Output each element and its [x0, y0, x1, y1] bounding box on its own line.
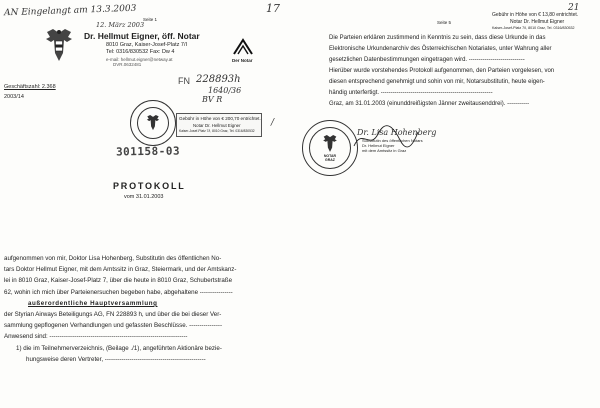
fn-number-handwritten: 228893h: [196, 74, 241, 85]
handwritten-date: 12. März 2003: [96, 21, 145, 29]
right-line-1: Die Parteien erklären zustimmend in Kenntnis zu sein, dass diese Urkunde in das: [329, 35, 546, 41]
coat-of-arms-icon: [44, 27, 74, 65]
handwritten-margin-mark-left: /: [271, 118, 275, 128]
right-line-7: Graz, am 31.01.2003 (einunddreißigsten Jänner zweitausenddrei). -----------: [329, 101, 530, 107]
body-line-5: der Styrian Airways Beteiligungs AG, FN 228893 h, und über die bei dieser Ver-: [4, 311, 222, 319]
handwritten-page-number: 17: [266, 2, 280, 15]
notary-seal-left-inner: [137, 107, 169, 139]
signature: Dr. Lisa Hohenberg: [357, 128, 437, 137]
fn-prefix: FN: [178, 76, 190, 86]
notary-seal-right-inner: [309, 127, 351, 169]
seal-text: NOTAR: [323, 154, 337, 158]
section-heading: außerordentliche Hauptversammlung: [28, 299, 158, 307]
notary-dvr: DVR.0632481: [113, 62, 142, 67]
fee-stamp-left-line3: Kaiser-Josef-Platz 7/I, 8010 Graz, Tel. 0316/830532: [179, 129, 255, 133]
body-line-1: aufgenommen von mir, Doktor Lisa Hohenberg, Substitutin des öffentlichen No-: [4, 255, 222, 262]
handwritten-top-right-mark: 21: [568, 3, 580, 13]
fn-sub-handwritten-2: BV R: [202, 95, 223, 104]
signature-stamp-line1: Substitutin des öffentlichen Notars: [362, 138, 423, 143]
fn-sub-handwritten-1: 1640/36: [208, 86, 242, 95]
fee-stamp-left: [176, 113, 262, 137]
seal-text-2: GRAZ: [325, 158, 335, 162]
fee-stamp-right-line1: Gebühr in Höhe von € 13,80 entrichtet.: [492, 12, 579, 18]
notary-email: e-mail: hellmut.eigner@netway.at: [106, 57, 173, 62]
signature-scribble: [350, 124, 420, 154]
body-line-2: tars Doktor Hellmut Eigner, mit dem Amtssitz in Graz, Steiermark, und der Amtskanz-: [4, 266, 237, 274]
notary-phone: Tel: 0316/830532 Fax: Dw 4: [106, 49, 175, 55]
notar-logo-icon: [232, 38, 254, 56]
page-label-right: Seite 5: [437, 20, 452, 25]
fee-stamp-right-line3: Kaiser-Josef-Platz 7/I, 8010 Graz, Tel. 0316/830532: [492, 26, 575, 30]
notar-logo-caption: Der Notar: [232, 58, 253, 63]
fee-stamp-right: [492, 12, 598, 34]
fee-stamp-right-line2: Notar Dr. Hellmut Eigner: [510, 19, 565, 25]
signature-stamp-line3: mit dem Amtssitz in Graz: [362, 148, 407, 153]
protocol-title: PROTOKOLL: [113, 181, 186, 191]
notary-address: 8010 Graz, Kaiser-Josef-Platz 7/I: [106, 42, 188, 48]
body-line-7: Anwesend sind: -------------------------------------------------------------------: [4, 333, 188, 341]
right-line-3: gesetzlichen Datenbestimmungen eingetragen wird. ----------------------------: [329, 57, 525, 63]
fee-stamp-left-line1: Gebühr in Höhe von € 200,70 entrichtet.: [179, 116, 261, 121]
right-line-6: händig unterfertigt. --------------------------------------------------------: [329, 90, 493, 96]
business-number-sub: 2003/14: [4, 94, 24, 100]
fee-stamp-left-line2: Notar Dr. Hellmut Eigner: [193, 123, 241, 128]
archive-stamp-number: 301158-03: [115, 144, 181, 159]
handwritten-received-note: AN Eingelangt am 13.3.2003: [3, 3, 137, 19]
fn-stamp: [178, 74, 268, 108]
notary-seal-left: [130, 100, 176, 146]
protocol-date: vom 31.01.2003: [124, 194, 164, 200]
left-body: [4, 253, 236, 365]
body-line-3: lei in 8010 Graz, Kaiser-Josef-Platz 7, über die heute in 8010 Graz, Schubertstraße: [4, 277, 233, 285]
right-line-5: diesen entsprechend genehmigt und sohin von mir, Notarsubstitutin, heute eigen-: [329, 79, 545, 85]
right-body: [329, 33, 554, 110]
page-label-left: Seite 1: [143, 17, 158, 22]
body-line-8: 1) die im Teilnehmerverzeichnis, (Beilage ./1), angeführten Aktionäre bezie-: [16, 344, 222, 352]
signature-stamp-line2: Dr. Hellmut Eigner: [362, 143, 395, 148]
right-line-4: Hierüber wurde vorstehendes Protokoll aufgenommen, den Parteien vorgelesen, von: [329, 68, 555, 74]
body-line-9: hungsweise deren Vertreter, -------------------------------------------------: [26, 355, 206, 363]
right-line-2: Elektronische Urkundenarchiv des Österreichischen Notariates, unter Wahrung aller: [329, 46, 552, 52]
body-line-4: 62, wohin ich mich über Parteienersuchen begeben habe, abgehaltene ----------------: [4, 288, 233, 296]
seal-eagle-icon: [145, 114, 161, 132]
notary-name: Dr. Hellmut Eigner, öff. Notar: [84, 31, 200, 41]
seal-eagle-icon-right: [321, 134, 339, 154]
body-line-6: sammlung gepflogenen Verhandlungen und gefassten Beschlüsse. ----------------: [4, 322, 223, 330]
business-number: Geschäftszahl: 2.368: [4, 84, 56, 90]
